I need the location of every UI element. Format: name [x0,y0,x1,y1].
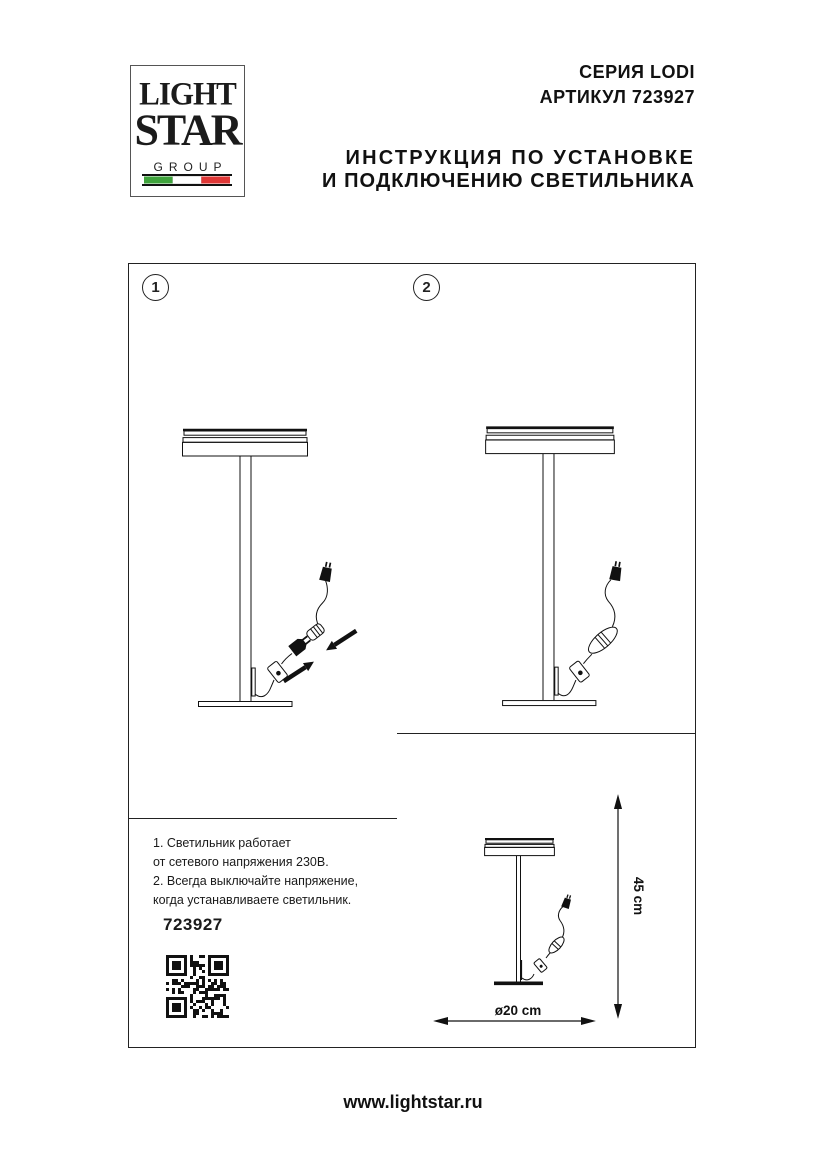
wall-plug-icon [561,894,573,909]
lamp-diagram-step2-connected [397,264,695,733]
connect-arrow-up-icon [281,658,316,686]
logo-word-star: STAR [134,104,241,155]
instruction-title-line1: ИНСТРУКЦИЯ ПО УСТАНОВКЕ [345,147,695,169]
diameter-dimension-label: ø20 cm [494,1003,542,1018]
note-line: от сетевого напряжения 230В. [153,855,329,869]
step2-badge: 2 [413,274,440,301]
table-lamp-drawing-small [485,839,564,983]
arrow-down-icon [615,1005,622,1018]
arrow-up-icon [615,796,622,809]
connect-arrow-down-icon [323,627,358,655]
step1-panel [128,263,398,819]
qr-code [166,955,229,1018]
step2-panel [397,263,696,734]
series-label: СЕРИЯ LODI [579,62,695,82]
article-label: АРТИКУЛ 723927 [539,87,695,107]
lightstar-logo [130,65,245,197]
instruction-title-line2: И ПОДКЛЮЧЕНИЮ СВЕТИЛЬНИКА [321,170,695,192]
connector-socket-icon [305,622,325,641]
note-line: когда устанавливаете светильник. [153,893,352,907]
dimension-arrows [435,796,621,1024]
table-lamp-drawing [486,428,615,706]
note-line: 2. Всегда выключайте напряжение, [153,874,359,888]
logo-word-group: GROUP [153,160,228,174]
italian-flag-icon [142,174,232,186]
lamp-diagram-step1-disconnected [129,264,397,818]
footer-url: www.lightstar.ru [343,1092,483,1112]
dimensions-panel [397,734,696,1048]
inline-switch-icon [534,958,548,972]
arrow-left-icon [435,1018,448,1025]
article-number: 723927 [163,915,223,934]
joined-connector-icon [584,623,621,658]
wall-plug-icon [609,561,623,582]
arrow-right-icon [582,1018,595,1025]
wall-plug-icon [319,561,334,582]
height-dimension-label: 45 cm [631,876,646,916]
step1-badge: 1 [142,274,169,301]
inline-switch-icon [569,660,590,682]
note-line: 1. Светильник работает [153,836,291,850]
lamp-dimensions-diagram [397,734,695,1047]
logo-word-light: LIGHT [139,74,236,113]
safety-notes [153,834,358,910]
joined-connector-icon [546,935,566,956]
notes-panel [128,819,398,1048]
